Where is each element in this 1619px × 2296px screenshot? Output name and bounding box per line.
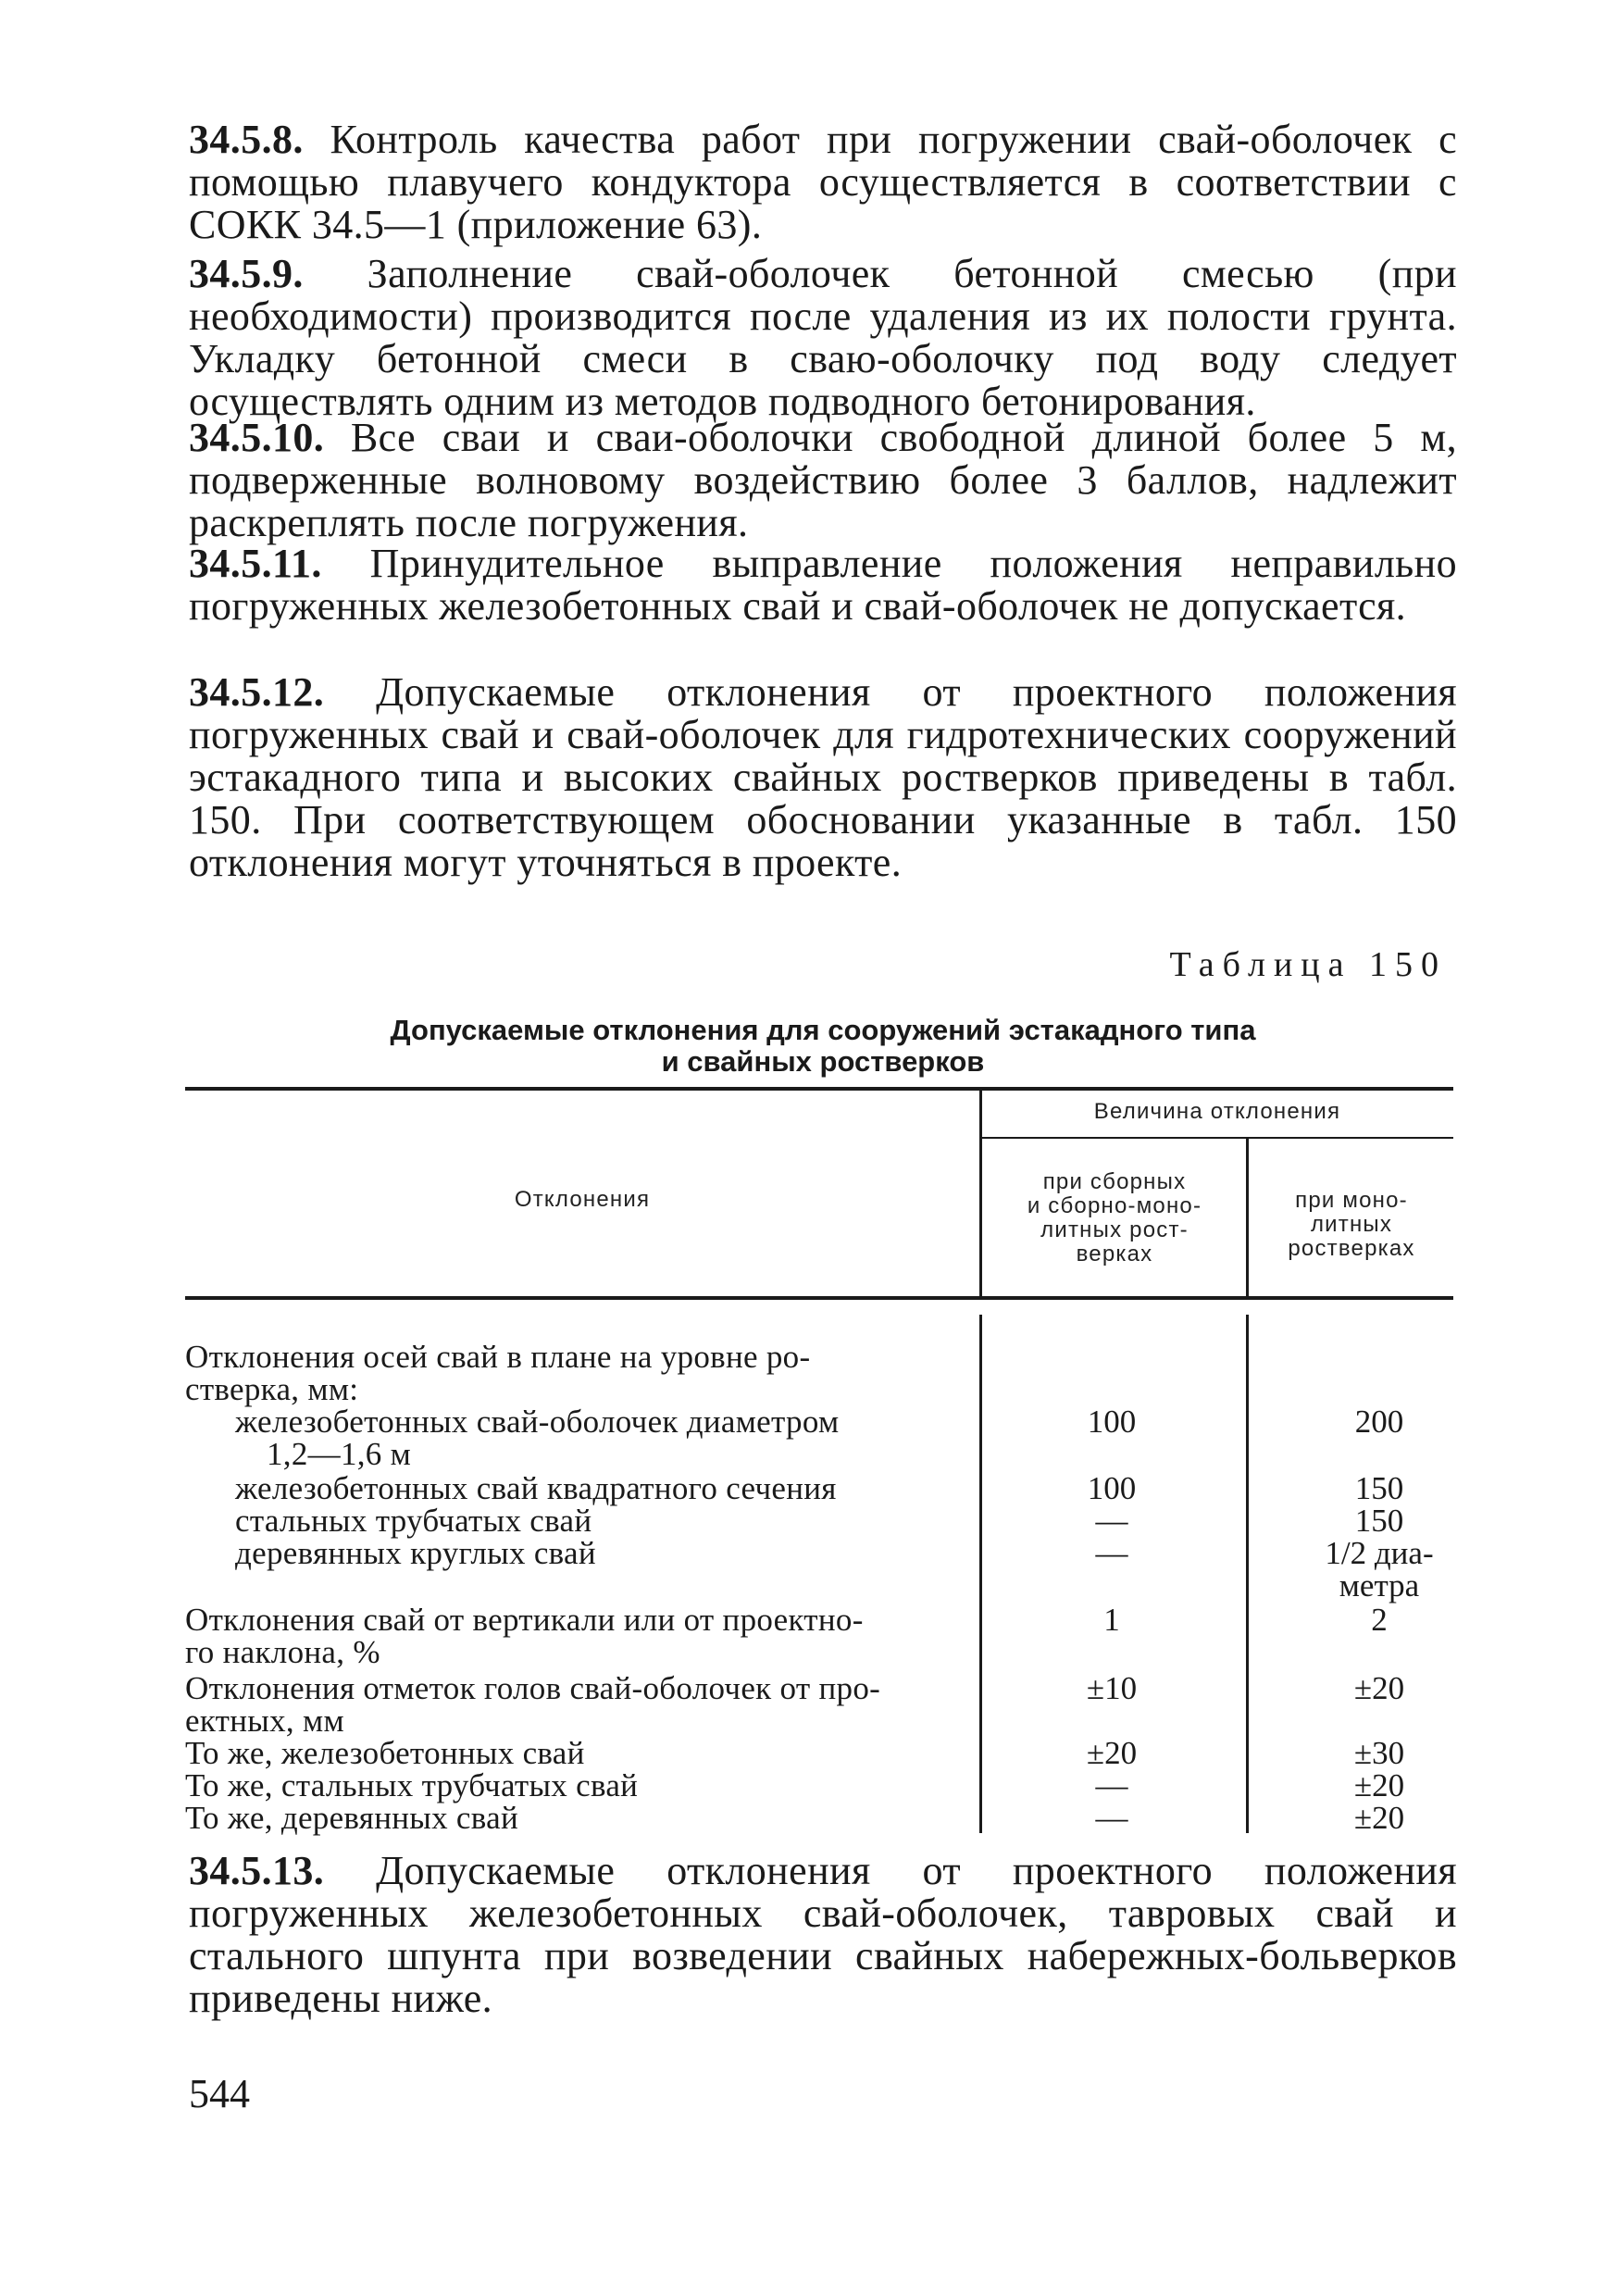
table-cell-value: 200 <box>1354 1404 1404 1440</box>
table-cell-value: ±20 <box>1353 1670 1405 1706</box>
table-cell-value: — <box>1095 1535 1128 1571</box>
table-top-rule <box>185 1087 1453 1091</box>
paragraph-34-5-12 <box>189 671 1457 884</box>
table-cell-value: ±30 <box>1353 1735 1405 1771</box>
table-row-label: Отклонения свай от вертикали или от проектно- го наклона, % <box>185 1602 864 1670</box>
clause-number: 34.5.11. <box>189 541 322 586</box>
clause-text: Допускаемые отклонения от проектного положения погруженных свай и свай-оболочек для гидротехнических сооружений эстакадного типа и высоких свайных ростверков приведены в табл. 150. При соответствующем обосновании указанные в табл. 150 отклонения могут уточняться в проекте. <box>189 669 1457 885</box>
table-row-label: Отклонения отметок голов свай-оболочек от про- ектных, мм <box>185 1670 881 1739</box>
table-title-line: и свайных ростверков <box>661 1045 985 1078</box>
table-label: Таблица 150 <box>1169 945 1447 984</box>
clause-number: 34.5.12. <box>189 669 325 715</box>
table-cell-value: — <box>1095 1503 1128 1539</box>
table-cell-value: 1 <box>1103 1602 1120 1638</box>
table-row-label: стальных трубчатых свай <box>235 1503 592 1539</box>
table-cell-value: 100 <box>1087 1470 1137 1506</box>
clause-number: 34.5.8. <box>189 117 304 162</box>
table-row-label: Отклонения осей свай в плане на уровне ро- стверка, мм: <box>185 1339 811 1407</box>
table-row-label: железобетонных свай-оболочек диаметром 1,2—1,6 м <box>235 1404 840 1472</box>
table-row-label: То же, деревянных свай <box>185 1800 518 1836</box>
table-row-label: железобетонных свай квадратного сечения <box>235 1470 837 1506</box>
paragraph-34-5-9 <box>189 253 1457 423</box>
table-cell-value: 2 <box>1371 1602 1388 1638</box>
header-deviations: Отклонения <box>514 1187 651 1212</box>
clause-text: Заполнение свай-оболочек бетонной смесью (при необходимости) производится после удаления из их полости грунта. Укладку бетонной смеси в сваю-оболочку под воду следует осуществлять одним из методов подводного бетонирования. <box>189 251 1457 424</box>
table-row-label: То же, стальных трубчатых свай <box>185 1767 639 1803</box>
paragraph-34-5-11 <box>189 543 1457 628</box>
header-deviation-value: Величина отклонения <box>1093 1099 1341 1124</box>
table-cell-value: 100 <box>1087 1404 1137 1440</box>
paragraph-34-5-8 <box>189 119 1457 246</box>
table-row-label: деревянных круглых свай <box>235 1535 596 1571</box>
group-header-rule <box>981 1137 1453 1139</box>
table-cell-value: ±10 <box>1086 1670 1138 1706</box>
table-cell-value: 1/2 диа- метра <box>1325 1535 1434 1603</box>
table-cell-value: 150 <box>1354 1503 1404 1539</box>
table-cell-value: ±20 <box>1353 1767 1405 1803</box>
table-cell-value: ±20 <box>1353 1800 1405 1836</box>
table-cell-value: ±20 <box>1086 1735 1138 1771</box>
table-title-line: Допускаемые отклонения для сооружений эстакадного типа <box>390 1014 1256 1046</box>
table-cell-value: 150 <box>1354 1470 1404 1506</box>
clause-text: Допускаемые отклонения от проектного положения погруженных железобетонных свай-оболочек, тавровых свай и стального шпунта при возведении свайных набережных-больверков приведены ниже. <box>189 1848 1457 2021</box>
header-precast: при сборных и сборно-моно- литных рост- верках <box>1027 1169 1202 1267</box>
clause-number: 34.5.10. <box>189 415 325 460</box>
clause-text: Все сваи и сваи-оболочки свободной длиной более 5 м, подверженные волновому воздействию более 3 баллов, надлежит раскреплять после погружения. <box>189 415 1457 545</box>
clause-text: Контроль качества работ при погружении свай-оболочек с помощью плавучего кондуктора осуществляется в соответствии с СОКК 34.5—1 (приложение 63). <box>189 117 1457 247</box>
clause-text: Принудительное выправление положения неправильно погруженных железобетонных свай и свай-оболочек не допускается. <box>189 541 1457 629</box>
table-cell-value: — <box>1095 1800 1128 1836</box>
clause-number: 34.5.13. <box>189 1848 325 1893</box>
table-title <box>189 1015 1457 1078</box>
clause-number: 34.5.9. <box>189 251 304 296</box>
page-number: 544 <box>189 2071 250 2116</box>
paragraph-34-5-13 <box>189 1850 1457 2020</box>
column-divider <box>1246 1139 1249 1296</box>
header-monolithic: при моно- литных ростверках <box>1288 1188 1415 1261</box>
header-bottom-rule <box>185 1296 1453 1300</box>
paragraph-34-5-10 <box>189 417 1457 544</box>
column-divider <box>1246 1315 1249 1833</box>
table-cell-value: — <box>1095 1767 1128 1803</box>
table-row-label: То же, железобетонных свай <box>185 1735 585 1771</box>
